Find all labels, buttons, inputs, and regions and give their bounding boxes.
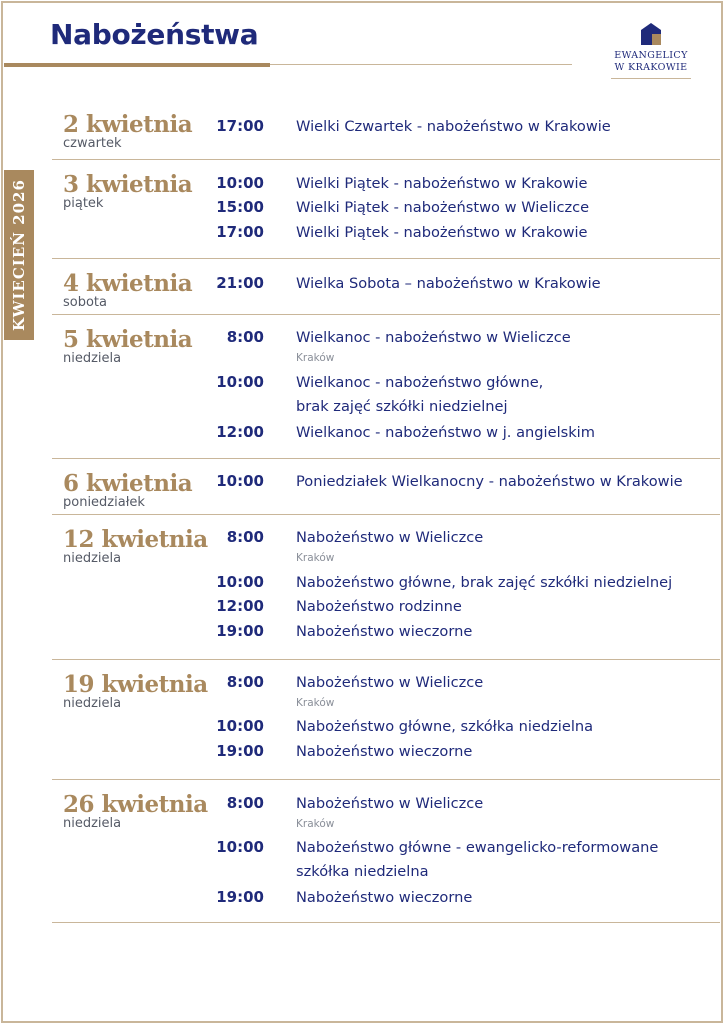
day-block [52,780,720,923]
day-block [52,515,720,660]
day-date: 4 kwietnia [63,270,193,297]
event-time: 10:00 [216,717,264,735]
event-title: Wielki Piątek - nabożeństwo w Krakowie [296,224,588,241]
event-time: 19:00 [216,888,264,906]
day-date: 3 kwietnia [63,171,193,198]
day-date: 5 kwietnia [63,326,193,353]
title-divider [270,64,572,65]
page-title: Nabożeństwa [50,18,259,51]
event-location: Kraków [296,552,335,564]
event-title: Nabożeństwo wieczorne [296,889,473,906]
day-weekday: niedziela [63,816,122,831]
event-title: Nabożeństwo główne - ewangelicko-reformowane [296,839,659,856]
logo [606,22,696,79]
event-time: 10:00 [216,573,264,591]
church-house-icon [640,22,662,46]
day-block [52,315,720,459]
event-title: Nabożeństwo wieczorne [296,623,473,640]
day-weekday: niedziela [63,351,122,366]
day-block [52,160,720,259]
event-time: 8:00 [226,528,264,546]
event-time: 17:00 [216,223,264,241]
event-time: 19:00 [216,622,264,640]
day-weekday: sobota [63,295,107,310]
logo-text-line1: EWANGELICY [614,50,688,61]
event-title: Wielka Sobota – nabożeństwo w Krakowie [296,275,601,292]
event-time: 12:00 [216,423,264,441]
event-title-continued: brak zajęć szkółki niedzielnej [296,398,508,415]
event-location: Kraków [296,697,335,709]
event-title: Wielki Piątek - nabożeństwo w Krakowie [296,175,588,192]
event-location: Kraków [296,352,335,364]
event-title: Nabożeństwo główne, brak zajęć szkółki niedzielnej [296,574,673,591]
day-weekday: niedziela [63,696,122,711]
day-block [52,259,720,315]
event-title: Nabożeństwo w Wieliczce [296,674,484,691]
event-title: Wielkanoc - nabożeństwo główne, [296,374,544,391]
event-title: Wielkanoc - nabożeństwo w Wieliczce [296,329,571,346]
event-title: Nabożeństwo rodzinne [296,598,462,615]
event-time: 12:00 [216,597,264,615]
event-time: 8:00 [226,794,264,812]
event-title: Wielkanoc - nabożeństwo w j. angielskim [296,424,595,441]
event-title: Wielki Czwartek - nabożeństwo w Krakowie [296,118,611,135]
event-time: 15:00 [216,198,264,216]
event-title: Poniedziałek Wielkanocny - nabożeństwo w Krakowie [296,473,683,490]
event-time: 10:00 [216,373,264,391]
event-time: 10:00 [216,838,264,856]
event-time: 8:00 [226,328,264,346]
event-time: 21:00 [216,274,264,292]
event-title: Nabożeństwo wieczorne [296,743,473,760]
event-time: 10:00 [216,174,264,192]
logo-underline [611,78,691,79]
day-date: 26 kwietnia [63,791,208,818]
logo-text-line2: W KRAKOWIE [614,62,688,73]
event-time: 19:00 [216,742,264,760]
day-block [52,660,720,780]
day-block [52,100,720,160]
event-location: Kraków [296,818,335,830]
day-weekday: piątek [63,196,104,211]
event-title-continued: szkółka niedzielna [296,863,429,880]
day-weekday: niedziela [63,551,122,566]
day-block [52,459,720,515]
day-weekday: poniedziałek [63,495,145,510]
title-underline [4,63,270,67]
event-title: Nabożeństwo główne, szkółka niedzielna [296,718,594,735]
event-title: Wielki Piątek - nabożeństwo w Wieliczce [296,199,590,216]
day-weekday: czwartek [63,136,122,151]
event-time: 10:00 [216,472,264,490]
day-date: 6 kwietnia [63,470,193,497]
day-date: 2 kwietnia [63,111,193,138]
event-title: Nabożeństwo w Wieliczce [296,529,484,546]
schedule-list [52,100,720,923]
event-time: 17:00 [216,117,264,135]
day-date: 12 kwietnia [63,526,208,553]
day-date: 19 kwietnia [63,671,208,698]
month-label: KWIECIEŃ 2026 [10,179,28,331]
event-time: 8:00 [226,673,264,691]
event-title: Nabożeństwo w Wieliczce [296,795,484,812]
